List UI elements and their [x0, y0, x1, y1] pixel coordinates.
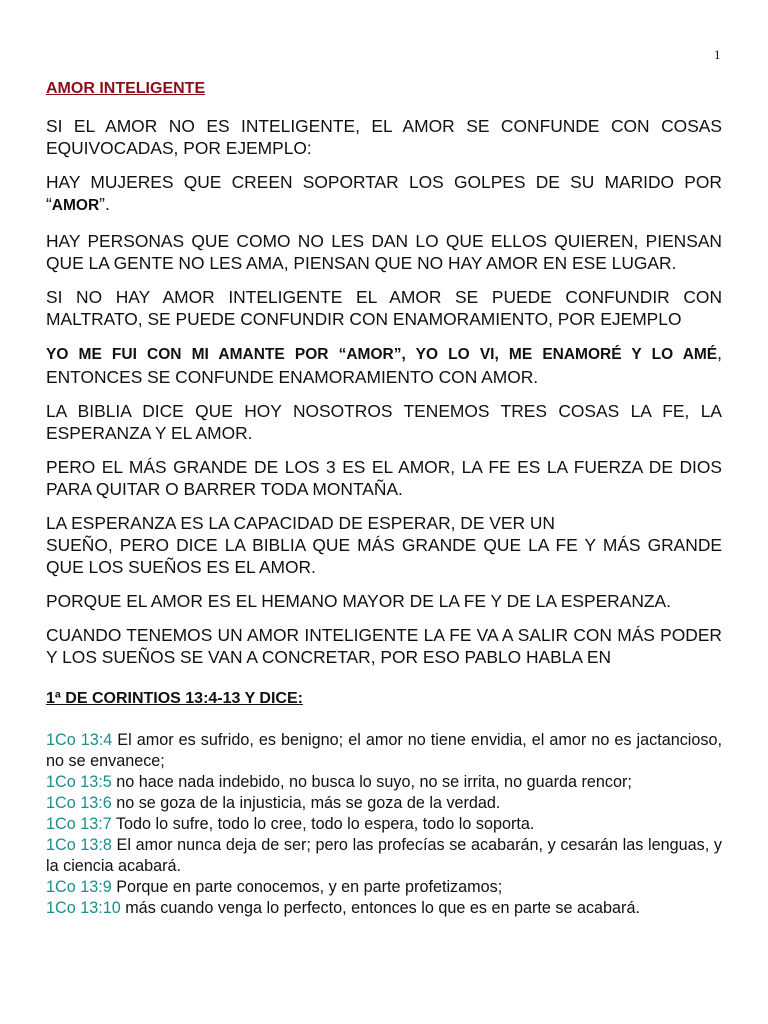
- paragraph-3: HAY PERSONAS QUE COMO NO LES DAN LO QUE ELLOS QUIEREN, PIENSAN QUE LA GENTE NO LES AMA, PIENSAN QUE NO HAY AMOR EN ESE LUGAR.: [46, 231, 722, 273]
- verse-item: [46, 793, 722, 814]
- paragraph-1: SI EL AMOR NO ES INTELIGENTE, EL AMOR SE CONFUNDE CON COSAS EQUIVOCADAS, POR EJEMPLO:: [46, 116, 722, 158]
- verse-text: más cuando venga lo perfecto, entonces lo que es en parte se acabará.: [120, 899, 640, 917]
- paragraph-2: [46, 171, 722, 217]
- paragraph-7: PERO EL MÁS GRANDE DE LOS 3 ES EL AMOR, LA FE ES LA FUERZA DE DIOS PARA QUITAR O BARRER TODA MONTAÑA.: [46, 457, 722, 499]
- verse-list: [46, 730, 722, 919]
- verse-reference: 1Co 13:4: [46, 731, 113, 749]
- verse-text: El amor nunca deja de ser; pero las profecías se acabarán, y cesarán las lenguas, y la ciencia acabará.: [46, 836, 722, 875]
- verse-reference: 1Co 13:10: [46, 899, 121, 917]
- paragraph-2-end: ”.: [99, 194, 110, 214]
- verse-text: no hace nada indebido, no busca lo suyo, no se irrita, no guarda rencor;: [111, 773, 632, 791]
- paragraph-5-bold: YO ME FUI CON MI AMANTE POR “AMOR”, YO LO VI, ME ENAMORÉ Y LO AMÉ: [46, 346, 718, 363]
- paragraph-5-text: , ENTONCES SE CONFUNDE ENAMORAMIENTO CON AMOR.: [46, 343, 722, 387]
- paragraph-10: CUANDO TENEMOS UN AMOR INTELIGENTE LA FE VA A SALIR CON MÁS PODER Y LOS SUEÑOS SE VAN A CONCRETAR, POR ESO PABLO HABLA EN: [46, 625, 722, 667]
- section-heading: 1ª DE CORINTIOS 13:4-13 Y DICE:: [46, 690, 303, 707]
- verse-text: Porque en parte conocemos, y en parte profetizamos;: [111, 878, 503, 896]
- verse-reference: 1Co 13:9: [46, 878, 112, 896]
- verse-text: Todo lo sufre, todo lo cree, todo lo espera, todo lo soporta.: [111, 815, 535, 833]
- verse-item: [46, 730, 722, 772]
- document-body: [46, 78, 722, 919]
- paragraph-8-line-1: LA ESPERANZA ES LA CAPACIDAD DE ESPERAR, DE VER UN: [46, 513, 555, 533]
- paragraph-4: SI NO HAY AMOR INTELIGENTE EL AMOR SE PUEDE CONFUNDIR CON MALTRATO, SE PUEDE CONFUNDIR CON ENAMORAMIENTO, POR EJEMPLO: [46, 287, 722, 329]
- verse-item: [46, 814, 722, 835]
- paragraph-5: [46, 342, 722, 388]
- paragraph-8-rest: SUEÑO, PERO DICE LA BIBLIA QUE MÁS GRANDE QUE LA FE Y MÁS GRANDE QUE LOS SUEÑOS ES EL AMOR.: [46, 535, 722, 577]
- paragraph-2-bold: AMOR: [51, 197, 100, 214]
- document-title: AMOR INTELIGENTE: [46, 80, 206, 97]
- verse-text: no se goza de la injusticia, más se goza de la verdad.: [111, 794, 501, 812]
- verse-item: [46, 877, 722, 898]
- verse-item: [46, 835, 722, 877]
- verse-text: El amor es sufrido, es benigno; el amor no tiene envidia, el amor no es jactancioso, no se envanece;: [46, 731, 722, 770]
- verse-reference: 1Co 13:8: [46, 836, 112, 854]
- verse-item: [46, 772, 722, 793]
- paragraph-6: LA BIBLIA DICE QUE HOY NOSOTROS TENEMOS TRES COSAS LA FE, LA ESPERANZA Y EL AMOR.: [46, 401, 722, 443]
- verse-reference: 1Co 13:7: [46, 815, 112, 833]
- paragraph-9: PORQUE EL AMOR ES EL HEMANO MAYOR DE LA FE Y DE LA ESPERANZA.: [46, 591, 671, 611]
- paragraph-2-text: HAY MUJERES QUE CREEN SOPORTAR LOS GOLPES DE SU MARIDO POR “: [46, 172, 722, 214]
- page-number: 1: [714, 47, 721, 62]
- paragraph-8: [46, 512, 722, 578]
- verse-reference: 1Co 13:5: [46, 773, 112, 791]
- verse-reference: 1Co 13:6: [46, 794, 112, 812]
- verse-item: [46, 898, 722, 919]
